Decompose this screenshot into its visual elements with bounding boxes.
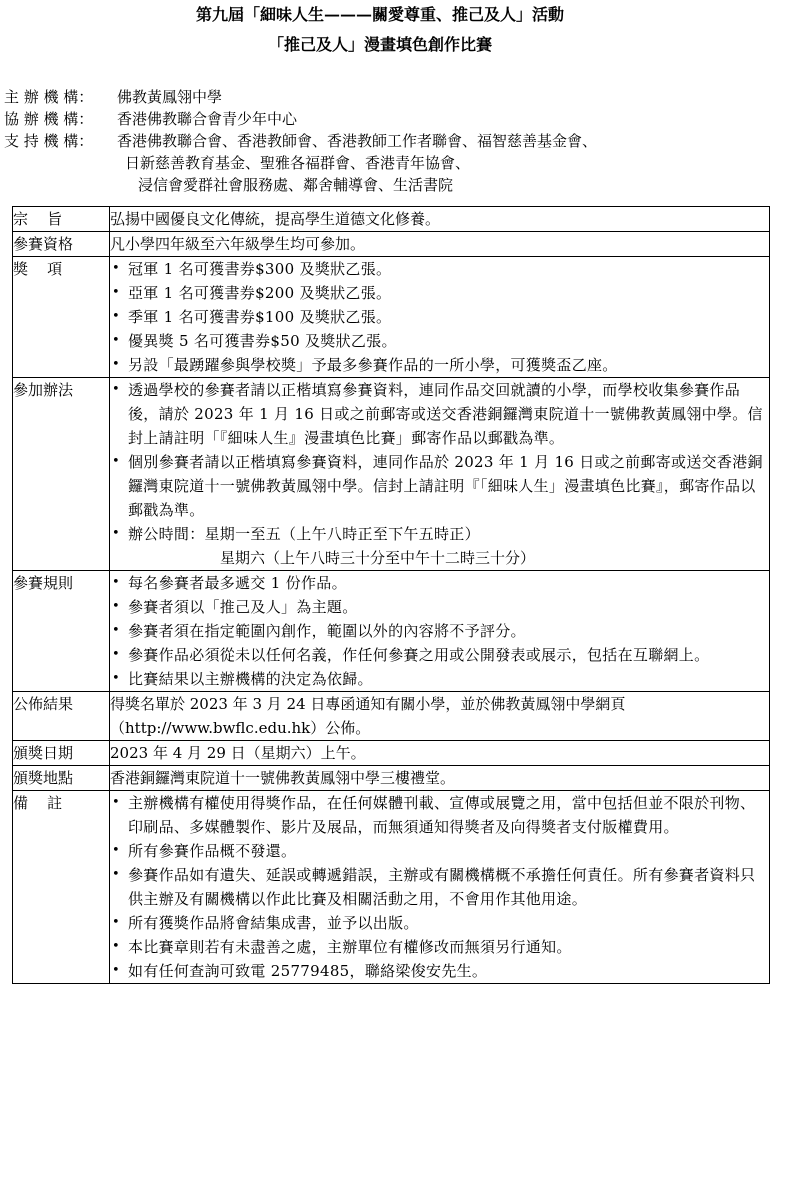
- list-item: [110, 839, 769, 863]
- aim-text: 弘揚中國優良文化傳統，提高學生道德文化修養。: [110, 207, 770, 232]
- bullet-icon: •: [112, 333, 120, 348]
- award-first-runner-up: 亞軍 1 名可獲書券$200 及獎狀乙張。: [128, 284, 392, 302]
- remark-text: 主辦機構有權使用得獎作品，在任何媒體刊載、宣傳或展覽之用，當中包括但並不限於刊物、印刷品、多媒體製作、影片及展品，而無須通知得獎者及向得獎者支付版權費用。: [128, 794, 756, 836]
- rules-label: 參賽規則: [13, 571, 110, 692]
- awards-list: [110, 257, 769, 377]
- rule-text: 比賽結果以主辦機構的決定為依歸。: [128, 670, 373, 688]
- rule-text: 參賽者須以「推己及人」為主題。: [128, 598, 358, 616]
- remarks-content: [110, 791, 770, 984]
- aim-row: [13, 207, 770, 232]
- remarks-list: [110, 791, 769, 983]
- remark-text: 本比賽章則若有未盡善之處，主辦單位有權修改而無須另行通知。: [128, 938, 572, 956]
- list-item: [110, 643, 769, 667]
- eligibility-row: [13, 232, 770, 257]
- office-hours-saturday: 星期六（上午八時三十分至中午十二時三十分）: [220, 549, 536, 567]
- list-item: [110, 353, 769, 377]
- remark-text: 所有獲獎作品將會結集成書，並予以出版。: [128, 914, 419, 932]
- remark-contact: 如有任何查詢可致電 25779485，聯絡梁俊安先生。: [128, 962, 488, 980]
- award-merit: 優異獎 5 名可獲書券$50 及獎狀乙張。: [128, 332, 397, 350]
- ceremony-venue-label: 頒獎地點: [13, 766, 110, 791]
- list-item: [110, 257, 769, 281]
- award-school: 另設「最踴躍參與學校獎」予最多參賽作品的一所小學，可獲獎盃乙座。: [128, 356, 618, 374]
- remarks-row: [13, 791, 770, 984]
- list-item: [110, 935, 769, 959]
- list-item: [110, 522, 769, 546]
- office-hours-weekday: 辦公時間：星期一至五（上午八時正至下午五時正）: [128, 525, 480, 543]
- bullet-icon: •: [112, 671, 120, 686]
- bullet-icon: •: [112, 915, 120, 930]
- bullet-icon: •: [112, 382, 120, 397]
- bullet-icon: •: [112, 357, 120, 372]
- awards-label: 獎 項: [13, 257, 110, 378]
- results-line-1: 得獎名單於 2023 年 3 月 24 日專函通知有關小學，並於佛教黃鳳翎中學網頁: [110, 695, 626, 713]
- host-value: 佛教黃鳳翎中學: [117, 88, 223, 106]
- remark-text: 所有參賽作品概不發還。: [128, 842, 297, 860]
- list-item: [110, 595, 769, 619]
- remarks-label: 備 註: [13, 791, 110, 984]
- competition-details-table: [12, 206, 770, 984]
- method-content: [110, 378, 770, 571]
- page-title: 第九屆「細味人生———關愛尊重、推己及人」活動: [195, 5, 564, 24]
- list-item: [110, 329, 769, 353]
- aim-label: 宗 旨: [13, 207, 110, 232]
- list-item: [110, 305, 769, 329]
- co-organizer-label: 協 辦 機 構：: [4, 110, 94, 128]
- supporter-line-3: 浸信會愛群社會服務處、鄰舍輔導會、生活書院: [138, 176, 454, 194]
- method-label: 參加辦法: [13, 378, 110, 571]
- award-champion: 冠軍 1 名可獲書券$300 及獎狀乙張。: [128, 260, 392, 278]
- ceremony-venue-text: 香港銅鑼灣東院道十一號佛教黃鳳翎中學三樓禮堂。: [110, 766, 770, 791]
- supporter-line-1: 香港佛教聯合會、香港教師會、香港教師工作者聯會、福智慈善基金會、: [117, 132, 598, 150]
- co-organizer-value: 香港佛教聯合會青少年中心: [117, 110, 298, 128]
- ceremony-date-text: 2023 年 4 月 29 日（星期六）上午。: [110, 741, 770, 766]
- bullet-icon: •: [112, 261, 120, 276]
- bullet-icon: •: [112, 285, 120, 300]
- supporter-label: 支 持 機 構：: [4, 132, 94, 150]
- list-item: [110, 791, 769, 839]
- bullet-icon: •: [112, 843, 120, 858]
- list-item: [110, 863, 769, 911]
- eligibility-label: 參賽資格: [13, 232, 110, 257]
- list-item: [110, 911, 769, 935]
- results-content: [110, 692, 770, 741]
- results-label: 公佈結果: [13, 692, 110, 741]
- bullet-icon: •: [112, 795, 120, 810]
- list-item: [110, 378, 769, 450]
- bullet-icon: •: [112, 575, 120, 590]
- method-list: [110, 378, 769, 546]
- supporter-line-2: 日新慈善教育基金、聖雅各福群會、香港青年協會、: [125, 154, 471, 172]
- awards-row: [13, 257, 770, 378]
- list-item: [110, 959, 769, 983]
- list-item: [110, 571, 769, 595]
- awards-content: [110, 257, 770, 378]
- bullet-icon: •: [112, 939, 120, 954]
- rule-text: 參賽作品必須從未以任何名義，作任何參賽之用或公開發表或展示，包括在互聯網上。: [128, 646, 710, 664]
- list-item: [110, 450, 769, 522]
- method-individual-entry: 個別參賽者請以正楷填寫參賽資料，連同作品於 2023 年 1 月 16 日或之前郵寄或送交香港銅鑼灣東院道十一號佛教黃鳳翎中學。信封上請註明『「細味人生」漫畫填色比賽』，郵寄作品以郵戳為準。: [128, 453, 763, 519]
- list-item: [110, 619, 769, 643]
- bullet-icon: •: [112, 867, 120, 882]
- results-row: [13, 692, 770, 741]
- results-website-link: （http://www.bwflc.edu.hk）公佈。: [110, 719, 371, 737]
- list-item: [110, 667, 769, 691]
- rules-list: [110, 571, 769, 691]
- organizers-block: [4, 86, 794, 196]
- bullet-icon: •: [112, 599, 120, 614]
- ceremony-date-row: [13, 741, 770, 766]
- bullet-icon: •: [112, 526, 120, 541]
- host-row: [4, 86, 794, 108]
- bullet-icon: •: [112, 647, 120, 662]
- ceremony-date-label: 頒獎日期: [13, 741, 110, 766]
- rule-text: 參賽者須在指定範圍內創作，範圍以外的內容將不予評分。: [128, 622, 526, 640]
- method-row: [13, 378, 770, 571]
- host-label: 主 辦 機 構：: [4, 88, 94, 106]
- bullet-icon: •: [112, 623, 120, 638]
- award-second-runner-up: 季軍 1 名可獲書券$100 及獎狀乙張。: [128, 308, 392, 326]
- rules-content: [110, 571, 770, 692]
- supporter-row: [4, 130, 794, 152]
- list-item: [110, 281, 769, 305]
- method-school-entry: 透過學校的參賽者請以正楷填寫參賽資料，連同作品交回就讀的小學，而學校收集參賽作品後，請於 2023 年 1 月 16 日或之前郵寄或送交香港銅鑼灣東院道十一號佛教黃鳳翎中學。信封上請註明「『細味人生』漫畫填色比賽」郵寄作品以郵戳為準。: [128, 381, 763, 447]
- bullet-icon: •: [112, 963, 120, 978]
- co-organizer-row: [4, 108, 794, 130]
- bullet-icon: •: [112, 454, 120, 469]
- rules-row: [13, 571, 770, 692]
- bullet-icon: •: [112, 309, 120, 324]
- eligibility-text: 凡小學四年級至六年級學生均可參加。: [110, 232, 770, 257]
- remark-text: 參賽作品如有遺失、延誤或轉遞錯誤，主辦或有關機構概不承擔任何責任。所有參賽者資料只供主辦及有關機構以作此比賽及相關活動之用，不會用作其他用途。: [128, 866, 756, 908]
- ceremony-venue-row: [13, 766, 770, 791]
- rule-text: 每名參賽者最多遞交 1 份作品。: [128, 574, 347, 592]
- page-subtitle: 「推己及人」漫畫填色創作比賽: [267, 35, 492, 54]
